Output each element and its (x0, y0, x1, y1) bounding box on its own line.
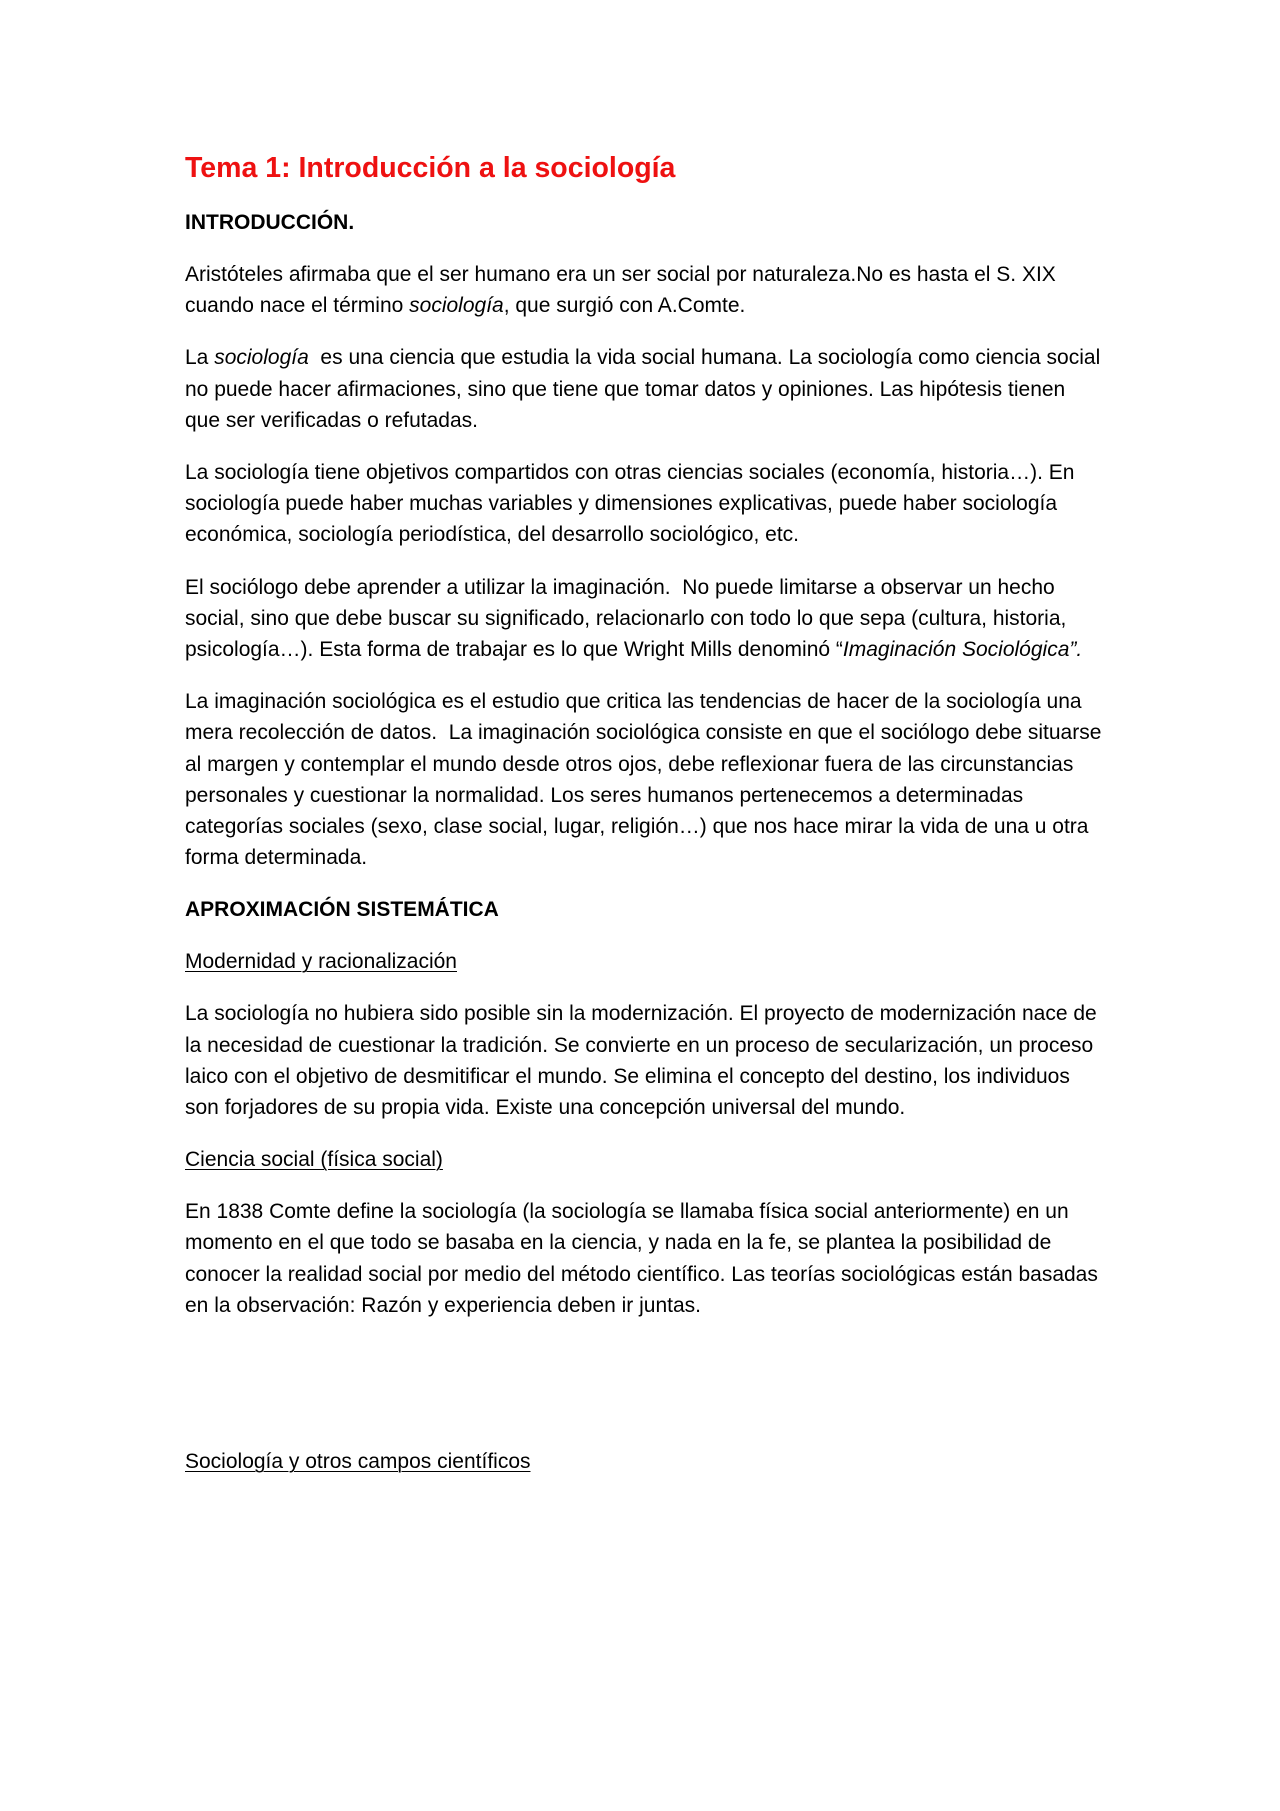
blank-space (185, 1342, 1105, 1446)
subheading-text: Modernidad y racionalización (185, 950, 457, 974)
paragraph-modernizacion: La sociología no hubiera sido posible sin la modernización. El proyecto de modernización nace de la necesidad de cuestionar la tradición. Se convierte en un proceso de secularización, un proceso laico con el objetivo de desmitificar el mundo. Se elimina el concepto del destino, los individuos son forjadores de su propia vida. Existe una concepción universal del mundo. (185, 1002, 1097, 1120)
subheading-otros-campos (185, 1446, 1105, 1477)
subheading-text: Ciencia social (física social) (185, 1148, 443, 1172)
paragraph-imaginacion (185, 572, 1105, 666)
paragraph-text: Aristóteles afirmaba que el ser humano era un ser social por naturaleza.No es hasta el S. XIX cuando nace el término (185, 263, 1056, 318)
italic-term: sociología (214, 346, 309, 370)
paragraph-text: El sociólogo debe aprender a utilizar la imaginación. No puede limitarse a observar un hecho social, sino que debe buscar su significado, relacionarlo con todo lo que sepa (cultura, historia, psicología…). Esta forma de trabajar es lo que Wright Mills denominó “ (185, 575, 1073, 662)
paragraph-definicion (185, 342, 1105, 436)
paragraph-objetivos: La sociología tiene objetivos compartidos con otras ciencias sociales (economía, historia…). En sociología puede haber muchas variables y dimensiones explicativas, puede haber sociología económica, sociología periodística, del desarrollo sociológico, etc. (185, 461, 1075, 547)
italic-term: Imaginación Sociológica”. (842, 638, 1083, 662)
paragraph-imaginacion-sociologica: La imaginación sociológica es el estudio que critica las tendencias de hacer de la sociología una mera recolección de datos. La imaginación sociológica consiste en que el sociólogo debe situarse al margen y contemplar el mundo desde otros ojos, debe reflexionar fuera de las circunstancias personales y cuestionar la normalidad. Los seres humanos pertenecemos a determinadas categorías sociales (sexo, clase social, lugar, religión…) que nos hace mirar la vida de una u otra forma determinada. (185, 690, 1108, 870)
italic-term: sociología (409, 294, 504, 318)
section-heading-introduccion: INTRODUCCIÓN. (185, 211, 355, 234)
paragraph-text: es una ciencia que estudia la vida social humana. La sociología como ciencia social no puede hacer afirmaciones, sino que tiene que tomar datos y opiniones. Las hipótesis tienen que ser verificadas o refutadas. (185, 346, 1107, 432)
subheading-text: Sociología y otros campos científicos (185, 1450, 531, 1474)
document-title: Tema 1: Introducción a la sociología (185, 152, 676, 184)
paragraph-text: , que surgió con A.Comte. (503, 294, 746, 318)
paragraph-aristoteles (185, 259, 1105, 321)
document-page (185, 148, 1108, 1498)
paragraph-comte: En 1838 Comte define la sociología (la sociología se llamaba física social anteriormente) en un momento en el que todo se basaba en la ciencia, y nada en la fe, se plantea la posibilidad de conocer la realidad social por medio del método científico. Las teorías sociológicas están basadas en la observación: Razón y experiencia deben ir juntas. (185, 1200, 1098, 1317)
subheading-modernidad (185, 946, 1105, 977)
subheading-ciencia-social (185, 1144, 1105, 1175)
section-heading-aproximacion: APROXIMACIÓN SISTEMÁTICA (185, 898, 499, 922)
paragraph-text: La (185, 346, 215, 370)
